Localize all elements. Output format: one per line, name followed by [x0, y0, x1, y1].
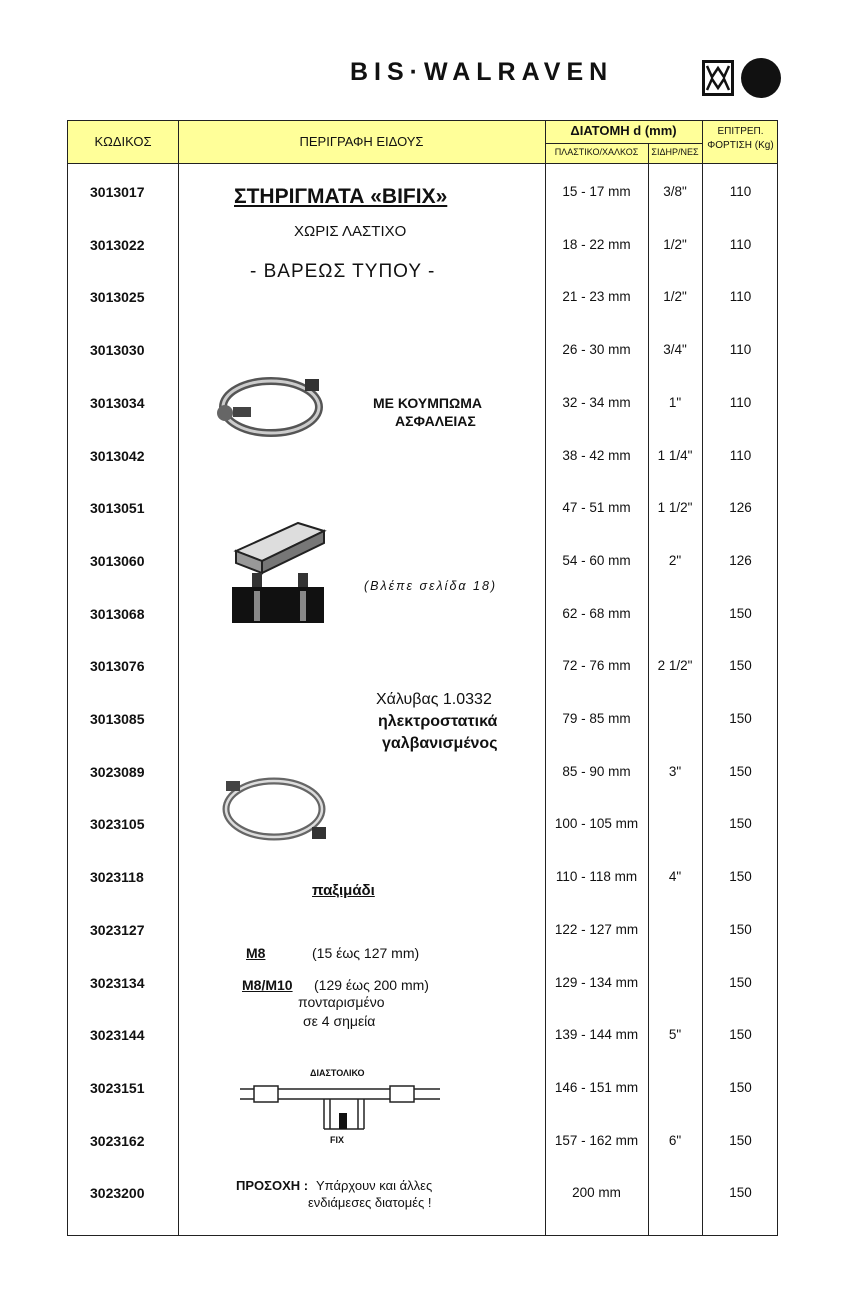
desc-m8-range: (15 έως 127 mm): [312, 945, 420, 961]
row-code: 3023089: [90, 763, 145, 780]
row-code: 3013051: [90, 500, 145, 517]
desc-safety-line2: ΑΣΦΑΛΕΙΑΣ: [395, 413, 476, 429]
row-load: 150: [729, 974, 752, 990]
row-diameter: 72 - 76 mm: [562, 658, 631, 674]
desc-spot-line1: πονταρισμένο: [298, 994, 385, 1010]
row-steel: 5": [668, 1027, 682, 1043]
row-load: 150: [729, 816, 752, 832]
row-code: 3023127: [90, 921, 145, 938]
row-code: 3013030: [90, 342, 145, 359]
desc-spot-line2: σε 4 σημεία: [303, 1013, 376, 1029]
row-load: 150: [729, 1027, 752, 1043]
expansion-fix-diagram-icon: [240, 1079, 440, 1137]
table-row: [68, 606, 777, 636]
desc-safety-line1: ΜΕ ΚΟΥΜΠΩΜΑ: [373, 395, 482, 411]
row-load: 110: [729, 236, 752, 252]
table-row: [68, 869, 777, 899]
row-diameter: 110 - 118 mm: [555, 869, 638, 885]
header-code: ΚΩΔΙΚΟΣ: [94, 134, 152, 149]
header-plastic: ΠΛΑΣΤΙΚΟ/ΧΑΛΚΟΣ: [554, 147, 639, 157]
table-row: [68, 1027, 777, 1057]
row-diameter: 100 - 105 mm: [554, 816, 639, 832]
row-load: 150: [729, 605, 752, 621]
header-load-line1: ΕΠΙΤΡΕΠ.: [717, 126, 764, 137]
desc-nut: παξιμάδι: [312, 882, 375, 899]
desc-steel-line2: ηλεκτροστατικά: [378, 713, 498, 730]
table-row: [68, 448, 777, 478]
row-steel: 3": [668, 763, 682, 779]
row-diameter: 200 mm: [572, 1185, 621, 1201]
row-load: 110: [729, 447, 752, 463]
row-load: 150: [729, 711, 752, 726]
row-diameter: 38 - 42 mm: [562, 447, 631, 463]
row-code: 3013022: [90, 236, 145, 253]
row-load: 150: [729, 1185, 752, 1201]
row-steel: 1/2": [663, 236, 687, 252]
row-steel: 3/8": [663, 184, 687, 199]
row-steel: 4": [668, 869, 682, 885]
row-load: 150: [729, 1132, 752, 1148]
row-diameter: 18 - 22 mm: [562, 236, 631, 252]
row-diameter: 26 - 30 mm: [562, 342, 631, 358]
table-row: [68, 1133, 777, 1163]
row-load: 126: [729, 500, 752, 516]
row-code: 3013085: [90, 711, 145, 727]
row-load: 110: [729, 184, 752, 199]
desc-expansion: ΔΙΑΣΤΟΛΙΚΟ: [310, 1068, 365, 1078]
row-diameter: 129 - 134 mm: [554, 974, 639, 990]
row-load: 126: [729, 552, 752, 568]
table-row: [68, 922, 777, 952]
row-load: 110: [729, 342, 752, 358]
clamp-icon: [220, 773, 334, 847]
table-row: [68, 816, 777, 846]
desc-m8m10-range: (129 έως 200 mm): [314, 977, 429, 993]
header-steel: ΣΙΔΗΡ/ΝΕΣ: [651, 147, 699, 157]
desc-steel-line1: Χάλυβας 1.0332: [376, 691, 492, 708]
row-diameter: 122 - 127 mm: [554, 921, 639, 937]
row-code: 3013034: [90, 394, 145, 411]
row-steel: 2 1/2": [657, 658, 693, 674]
clamp-safety-icon: [213, 369, 331, 441]
row-code: 3023162: [90, 1132, 145, 1149]
row-code: 3023134: [90, 974, 145, 991]
desc-note-label: ΠΡΟΣΟΧΗ :: [236, 1178, 309, 1193]
row-load: 110: [729, 289, 752, 305]
row-steel: 1 1/2": [657, 500, 693, 516]
row-code: 3013042: [90, 447, 145, 464]
row-diameter: 32 - 34 mm: [562, 394, 631, 410]
row-code: 3023144: [90, 1027, 145, 1044]
row-diameter: 54 - 60 mm: [562, 552, 631, 568]
product-table: [67, 120, 778, 1236]
table-row: [68, 342, 777, 372]
row-diameter: 139 - 144 mm: [554, 1027, 639, 1043]
beam-mount-icon: [228, 521, 330, 627]
row-diameter: 47 - 51 mm: [562, 500, 631, 516]
row-load: 150: [729, 1079, 752, 1095]
desc-note-line2: ενδιάμεσες διατομές !: [308, 1195, 432, 1210]
brand-logo-icon: [702, 60, 734, 96]
row-steel: 1 1/4": [657, 447, 693, 463]
row-code: 3013068: [90, 605, 145, 622]
header-load-line2: ΦΟΡΤΙΣΗ (Kg): [707, 140, 774, 151]
header-section: ΔΙΑΤΟΜΗ d (mm): [570, 123, 677, 138]
table-row: [68, 289, 777, 319]
desc-title: ΣΤΗΡΙΓΜΑΤΑ «BIFIX»: [234, 185, 448, 208]
row-steel: 2": [668, 552, 682, 568]
desc-steel-line3: γαλβανισμένος: [382, 735, 498, 752]
desc-m8-label: M8: [246, 945, 266, 961]
row-code: 3013025: [90, 289, 145, 306]
row-diameter: 146 - 151 mm: [554, 1079, 639, 1095]
header-description: ΠΕΡΙΓΡΑΦΗ ΕΙΔΟΥΣ: [299, 134, 424, 149]
row-load: 150: [729, 763, 752, 779]
desc-fix: FIX: [330, 1135, 345, 1145]
row-code: 3023105: [90, 816, 145, 833]
row-code: 3023200: [90, 1185, 145, 1202]
row-load: 150: [729, 921, 752, 937]
brand-dot-icon: [741, 58, 781, 98]
desc-m8m10-label: M8/M10: [242, 977, 293, 993]
row-diameter: 62 - 68 mm: [562, 605, 631, 621]
row-diameter: 85 - 90 mm: [562, 763, 631, 779]
row-load: 150: [729, 869, 752, 885]
row-load: 150: [729, 658, 752, 674]
desc-note-line1: Υπάρχουν και άλλες: [316, 1178, 433, 1193]
row-code: 3013060: [90, 552, 145, 569]
desc-see-page: (Βλέπε σελίδα 18): [364, 579, 498, 593]
row-code: 3023118: [90, 869, 144, 886]
table-row: [68, 500, 777, 530]
table-header: [68, 121, 777, 164]
row-steel: 1/2": [663, 289, 687, 305]
row-steel: 3/4": [663, 342, 687, 358]
row-diameter: 15 - 17 mm: [562, 184, 631, 199]
row-code: 3013076: [90, 658, 145, 675]
row-diameter: 21 - 23 mm: [562, 289, 631, 305]
table-row: [68, 764, 777, 794]
brand-name: BIS·WALRAVEN: [350, 58, 614, 86]
desc-heavy: - ΒΑΡΕΩΣ ΤΥΠΟΥ -: [250, 261, 436, 282]
table-row: [68, 658, 777, 688]
row-code: 3013017: [90, 184, 145, 200]
desc-subtitle: ΧΩΡΙΣ ΛΑΣΤΙΧΟ: [294, 223, 407, 240]
row-diameter: 157 - 162 mm: [554, 1132, 639, 1148]
row-steel: 6": [668, 1132, 682, 1148]
row-load: 110: [729, 394, 752, 410]
row-diameter: 79 - 85 mm: [562, 711, 631, 726]
row-steel: 1": [668, 394, 682, 410]
row-code: 3023151: [90, 1079, 145, 1096]
